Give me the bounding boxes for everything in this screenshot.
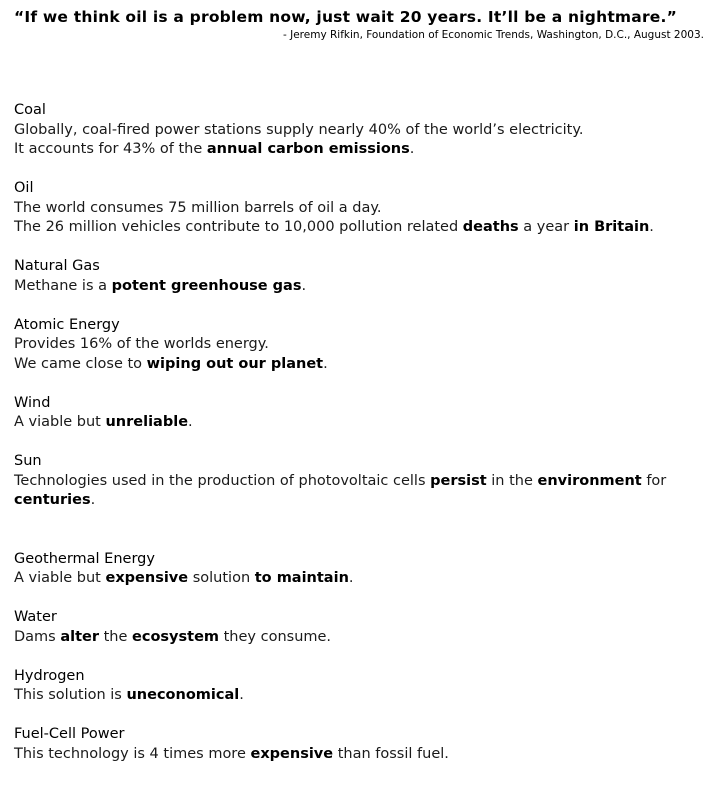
quote-text: “If we think oil is a problem now, just wait 20 years. It’ll be a nightmare.” <box>14 8 677 26</box>
section-line <box>14 745 704 765</box>
section-geothermal-energy <box>14 550 704 589</box>
section-line <box>14 413 704 433</box>
emphasis-text: environment <box>537 472 642 489</box>
emphasis-text: annual carbon emissions <box>206 141 410 157</box>
section-line <box>14 686 704 706</box>
body-text: a year <box>518 219 574 235</box>
body-text: . <box>348 570 354 586</box>
body-text: A viable but <box>14 414 106 430</box>
body-text: . <box>301 277 307 294</box>
section-line <box>14 218 704 238</box>
body-text: Provides 16% of the worlds energy. <box>14 336 269 352</box>
section-line <box>14 355 704 375</box>
body-text: for <box>641 472 667 489</box>
body-text: in the <box>486 472 538 489</box>
section-atomic-energy <box>14 316 704 375</box>
section-title: Sun <box>14 453 42 469</box>
energy-sections <box>14 101 704 784</box>
body-text: the <box>99 628 133 645</box>
section-sun <box>14 452 704 511</box>
body-text: Globally, coal-fired power stations supply nearly 40% of the world’s electricity. <box>14 121 584 138</box>
section-title: Fuel-Cell Power <box>14 726 125 742</box>
body-text: Dams <box>14 628 61 645</box>
emphasis-text: deaths <box>462 219 519 235</box>
body-text: We came close to <box>14 355 147 372</box>
section-title: Oil <box>14 180 34 196</box>
section-wind <box>14 394 704 433</box>
section-water <box>14 608 704 647</box>
section-title: Hydrogen <box>14 667 85 684</box>
body-text: This technology is 4 times more <box>14 745 251 762</box>
emphasis-text: alter <box>60 628 100 645</box>
body-text: . <box>90 492 96 508</box>
emphasis-text: potent greenhouse gas <box>111 277 302 294</box>
section-title: Coal <box>14 102 46 118</box>
section-line <box>14 569 704 589</box>
quote-attribution: - Jeremy Rifkin, Foundation of Economic Trends, Washington, D.C., August 2003. <box>283 29 704 41</box>
body-text: The world consumes 75 million barrels of oil a day. <box>14 199 382 216</box>
section-hydrogen <box>14 667 704 706</box>
emphasis-text: persist <box>430 472 487 489</box>
section-title: Natural Gas <box>14 258 100 274</box>
body-text: solution <box>188 570 255 586</box>
body-text: The 26 million vehicles contribute to 10,000 pollution related <box>14 219 463 235</box>
section-line <box>14 140 704 160</box>
section-line <box>14 472 704 511</box>
emphasis-text: expensive <box>250 745 334 762</box>
body-text: they consume. <box>219 628 332 645</box>
body-text: . <box>188 414 193 430</box>
emphasis-text: expensive <box>105 570 189 586</box>
emphasis-text: in Britain <box>573 219 650 235</box>
body-text: Technologies used in the production of photovoltaic cells <box>14 472 431 489</box>
emphasis-text: uneconomical <box>126 687 240 703</box>
body-text: This solution is <box>14 687 127 703</box>
section-line <box>14 277 704 297</box>
emphasis-text: to maintain <box>254 570 349 586</box>
body-text: Methane is a <box>14 277 112 294</box>
section-oil <box>14 179 704 238</box>
body-text: It accounts for 43% of the <box>14 141 207 157</box>
body-text: . <box>323 355 328 372</box>
body-text: . <box>409 141 415 157</box>
section-title: Geothermal Energy <box>14 550 155 567</box>
body-text: . <box>239 687 244 703</box>
emphasis-text: wiping out our planet <box>146 355 324 372</box>
section-title: Water <box>14 609 57 625</box>
body-text: than fossil fuel. <box>333 745 449 762</box>
emphasis-text: centuries <box>14 492 91 508</box>
emphasis-text: ecosystem <box>132 628 220 645</box>
section-natural-gas <box>14 257 704 296</box>
section-line <box>14 199 704 219</box>
section-line <box>14 121 704 141</box>
body-text: A viable but <box>14 570 106 586</box>
section-line <box>14 628 704 648</box>
section-fuel-cell-power <box>14 725 704 764</box>
section-line <box>14 335 704 355</box>
section-title: Wind <box>14 394 51 411</box>
body-text: . <box>649 219 654 235</box>
section-title: Atomic Energy <box>14 316 120 333</box>
emphasis-text: unreliable <box>105 414 189 430</box>
section-coal <box>14 101 704 160</box>
